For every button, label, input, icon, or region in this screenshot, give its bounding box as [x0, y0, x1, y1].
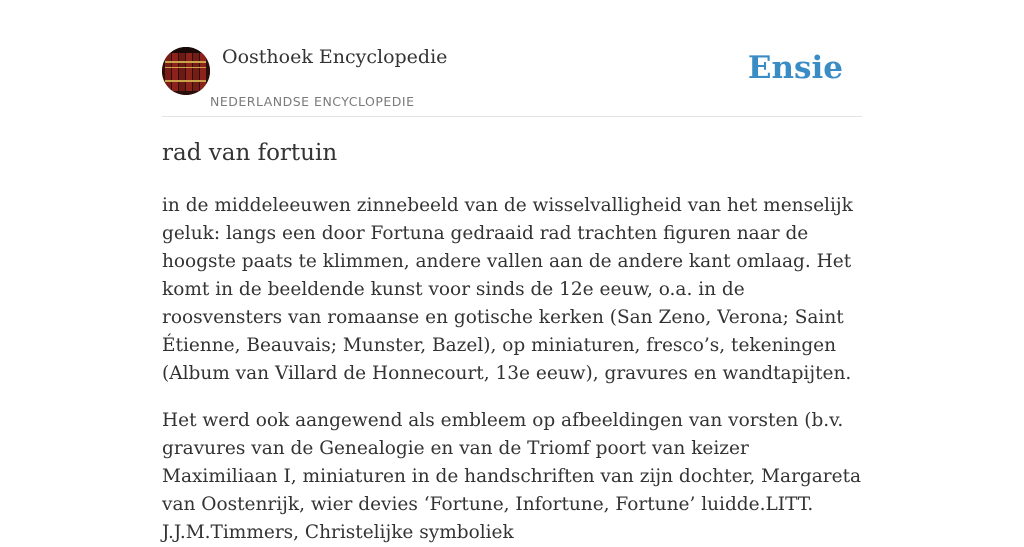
book-spines-icon: [162, 47, 210, 95]
source-subtitle: NEDERLANDSE ENCYCLOPEDIE: [210, 94, 415, 109]
avatar[interactable]: [162, 47, 210, 95]
source-name[interactable]: Oosthoek Encyclopedie: [222, 46, 448, 68]
article-paragraph-2: Het werd ook aangewend als embleem op afbeeldingen van vorsten (b.v. gravures van de Genealogie en van de Triomf poort van keizer Maximiliaan I, miniaturen in de handschriften van zijn dochter, Margareta van Oostenrijk, wier devies ‘Fortune, Infortune, Fortune’ luidde.LITT. J.J.M.Timmers, Christelijke symboliek: [162, 410, 862, 543]
article-paragraph-1: in de middeleeuwen zinnebeeld van de wisselvalligheid van het menselijk geluk: langs een door Fortuna gedraaid rad trachten figuren naar de hoogste paats te klimmen, andere vallen aan de andere kant omlaag. Het komt in de beeldende kunst voor sinds de 12e eeuw, o.a. in de roosvensters van romaanse en gotische kerken (San Zeno, Verona; Saint Étienne, Beauvais; Munster, Bazel), op miniaturen, fresco’s, tekeningen (Album van Villard de Honnecourt, 13e eeuw), gravures en wandtapijten.: [162, 195, 853, 384]
ensie-logo[interactable]: Ensie: [747, 50, 843, 86]
article-title: rad van fortuin: [162, 140, 338, 166]
page-content: [162, 0, 862, 543]
source-header: [162, 0, 862, 117]
